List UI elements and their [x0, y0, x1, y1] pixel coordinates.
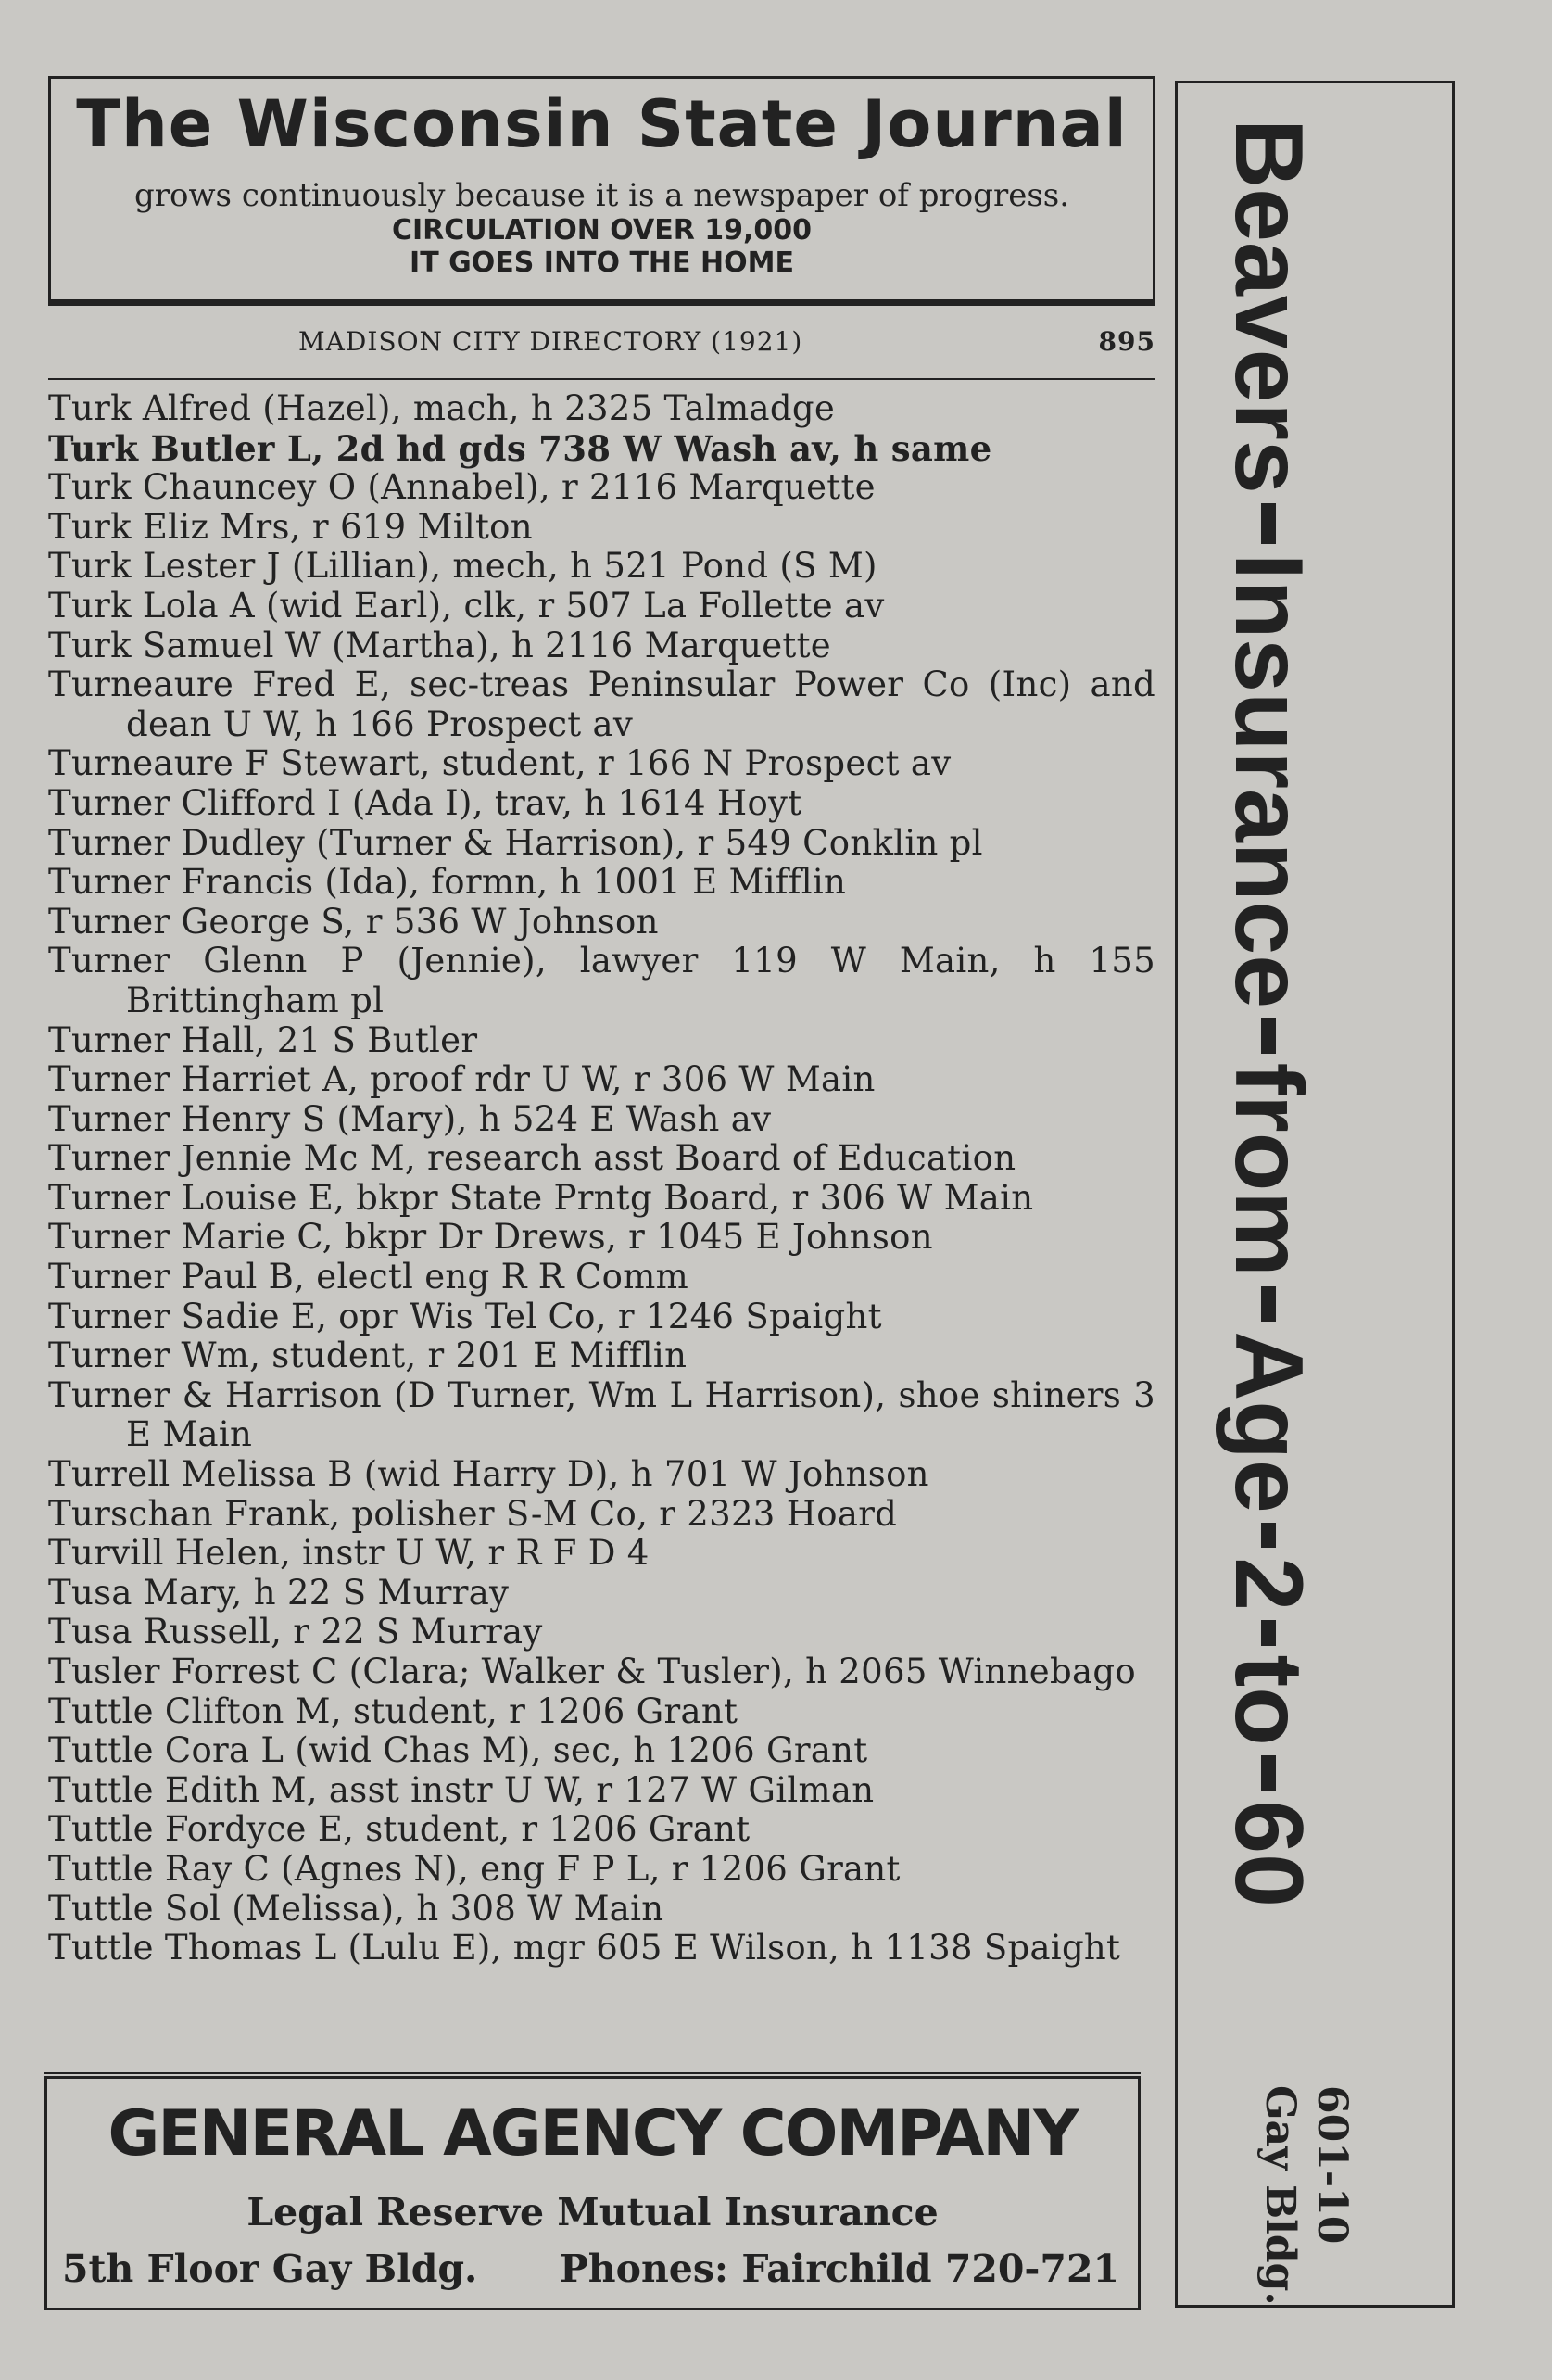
- list-item: Turner George S, r 536 W Johnson: [48, 901, 659, 942]
- list-item: Tuttle Clifton M, student, r 1206 Grant: [48, 1690, 738, 1731]
- directory-entries: [48, 389, 1155, 1969]
- general-agency-ad: [44, 2076, 1141, 2310]
- company-name: GENERAL AGENCY COMPANY: [107, 2097, 1078, 2171]
- bottom-ad-top-rule: [44, 2072, 1141, 2074]
- list-item: Tuttle Thomas L (Lulu E), mgr 605 E Wilson, h 1138 Spaight: [48, 1928, 1121, 1969]
- side-ad-headline: [1215, 119, 1322, 1907]
- company-tagline: Legal Reserve Mutual Insurance: [246, 2190, 939, 2234]
- headline-bar: [1261, 503, 1276, 544]
- list-item: Turner Harriet A, proof rdr U W, r 306 W Main: [48, 1059, 876, 1100]
- headline-bar: [1261, 1755, 1276, 1791]
- ad-subtitle: grows continuously because it is a newspaper of progress.: [133, 177, 1070, 214]
- list-item: Turner Francis (Ida), formn, h 1001 E Mifflin: [48, 862, 847, 903]
- list-item: Turner Henry S (Mary), h 524 E Wash av: [48, 1098, 772, 1139]
- beavers-insurance-ad: [1175, 83, 1455, 2308]
- list-item: Turner Wm, student, r 201 E Mifflin: [48, 1336, 688, 1376]
- ad-home: IT GOES INTO THE HOME: [410, 247, 794, 279]
- list-item: Turk Eliz Mrs, r 619 Milton: [48, 506, 533, 547]
- list-item: Tuttle Ray C (Agnes N), eng F P L, r 1206 Grant: [48, 1848, 901, 1889]
- side-ad-rooms: 601-10: [1308, 2085, 1356, 2245]
- headline-word: 60: [1215, 1800, 1322, 1907]
- list-item: Turk Butler L, 2d hd gds 738 W Wash av, h same: [48, 427, 992, 469]
- list-item: Tuttle Cora L (wid Chas M), sec, h 1206 Grant: [48, 1730, 868, 1771]
- headline-word: Insurance: [1215, 552, 1322, 1009]
- list-item: Tusler Forrest C (Clara; Walker & Tusler), h 2065 Winnebago: [48, 1652, 1136, 1691]
- list-item: Turner Marie C, bkpr Dr Drews, r 1045 E Johnson: [48, 1217, 933, 1258]
- company-address: 5th Floor Gay Bldg.: [62, 2247, 478, 2291]
- list-item: Turk Chauncey O (Annabel), r 2116 Marquette: [48, 467, 876, 508]
- list-item: Tuttle Edith M, asst instr U W, r 127 W Gilman: [48, 1769, 875, 1810]
- list-item: Turschan Frank, polisher S-M Co, r 2323 Hoard: [48, 1493, 898, 1534]
- headline-word: to: [1215, 1654, 1322, 1746]
- list-item: Turner Dudley (Turner & Harrison), r 549 Conklin pl: [48, 822, 983, 863]
- list-item: Tuttle Sol (Melissa), h 308 W Main: [48, 1888, 664, 1929]
- list-item: Turk Samuel W (Martha), h 2116 Marquette: [48, 625, 831, 665]
- side-ad-top-rule: [1175, 81, 1455, 83]
- headline-word: Beavers: [1215, 119, 1322, 494]
- headline-bar: [1261, 1620, 1276, 1646]
- page-header: [48, 326, 1155, 363]
- list-item: Turk Lester J (Lillian), mech, h 521 Pond (S M): [48, 546, 877, 587]
- list-item: Tusa Russell, r 22 S Murray: [48, 1612, 543, 1652]
- wisconsin-state-journal-ad: [48, 76, 1155, 302]
- list-item: Turner Paul B, electl eng R R Comm: [48, 1257, 688, 1298]
- ad-title: The Wisconsin State Journal: [76, 86, 1128, 162]
- ad-circulation: CIRCULATION OVER 19,000: [391, 214, 813, 247]
- header-divider: [48, 378, 1155, 380]
- list-item: Turneaure F Stewart, student, r 166 N Prospect av: [48, 743, 952, 784]
- side-ad-address: [1209, 2085, 1357, 2363]
- company-phones: Phones: Fairchild 720-721: [559, 2247, 1119, 2291]
- list-item: Turk Alfred (Hazel), mach, h 2325 Talmadge: [48, 388, 836, 428]
- headline-word: 2: [1215, 1557, 1322, 1612]
- headline-bar: [1261, 1018, 1276, 1054]
- directory-title: MADISON CITY DIRECTORY (1921): [298, 326, 803, 357]
- list-item: Turrell Melissa B (wid Harry D), h 701 W Johnson: [48, 1454, 929, 1495]
- page-number: 895: [1098, 326, 1155, 357]
- list-item: Turner Clifford I (Ada I), trav, h 1614 Hoyt: [48, 782, 802, 823]
- top-divider: [48, 302, 1155, 306]
- list-item: Turk Lola A (wid Earl), clk, r 507 La Follette av: [48, 585, 885, 626]
- side-ad-building: Gay Bldg.: [1256, 2085, 1304, 2306]
- list-item: Turvill Helen, instr U W, r R F D 4: [48, 1533, 650, 1574]
- list-item: Turner & Harrison (D Turner, Wm L Harrison), shoe shiners 3 E Main: [48, 1374, 1155, 1455]
- headline-bar: [1261, 1523, 1276, 1549]
- list-item: Turner Hall, 21 S Butler: [48, 1019, 478, 1060]
- list-item: Turner Louise E, bkpr State Prntg Board, r 306 W Main: [48, 1177, 1034, 1218]
- headline-word: from: [1215, 1062, 1322, 1277]
- headline-bar: [1261, 1286, 1276, 1323]
- list-item: Tusa Mary, h 22 S Murray: [48, 1572, 510, 1613]
- headline-word: Age: [1215, 1331, 1322, 1513]
- list-item: Turneaure Fred E, sec-treas Peninsular Power Co (Inc) and dean U W, h 166 Prospect av: [48, 665, 1155, 744]
- list-item: Turner Jennie Mc M, research asst Board of Education: [48, 1138, 1016, 1179]
- list-item: Tuttle Fordyce E, student, r 1206 Grant: [48, 1809, 751, 1850]
- list-item: Turner Sadie E, opr Wis Tel Co, r 1246 Spaight: [48, 1296, 882, 1336]
- list-item: Turner Glenn P (Jennie), lawyer 119 W Main, h 155 Brittingham pl: [48, 941, 1155, 1020]
